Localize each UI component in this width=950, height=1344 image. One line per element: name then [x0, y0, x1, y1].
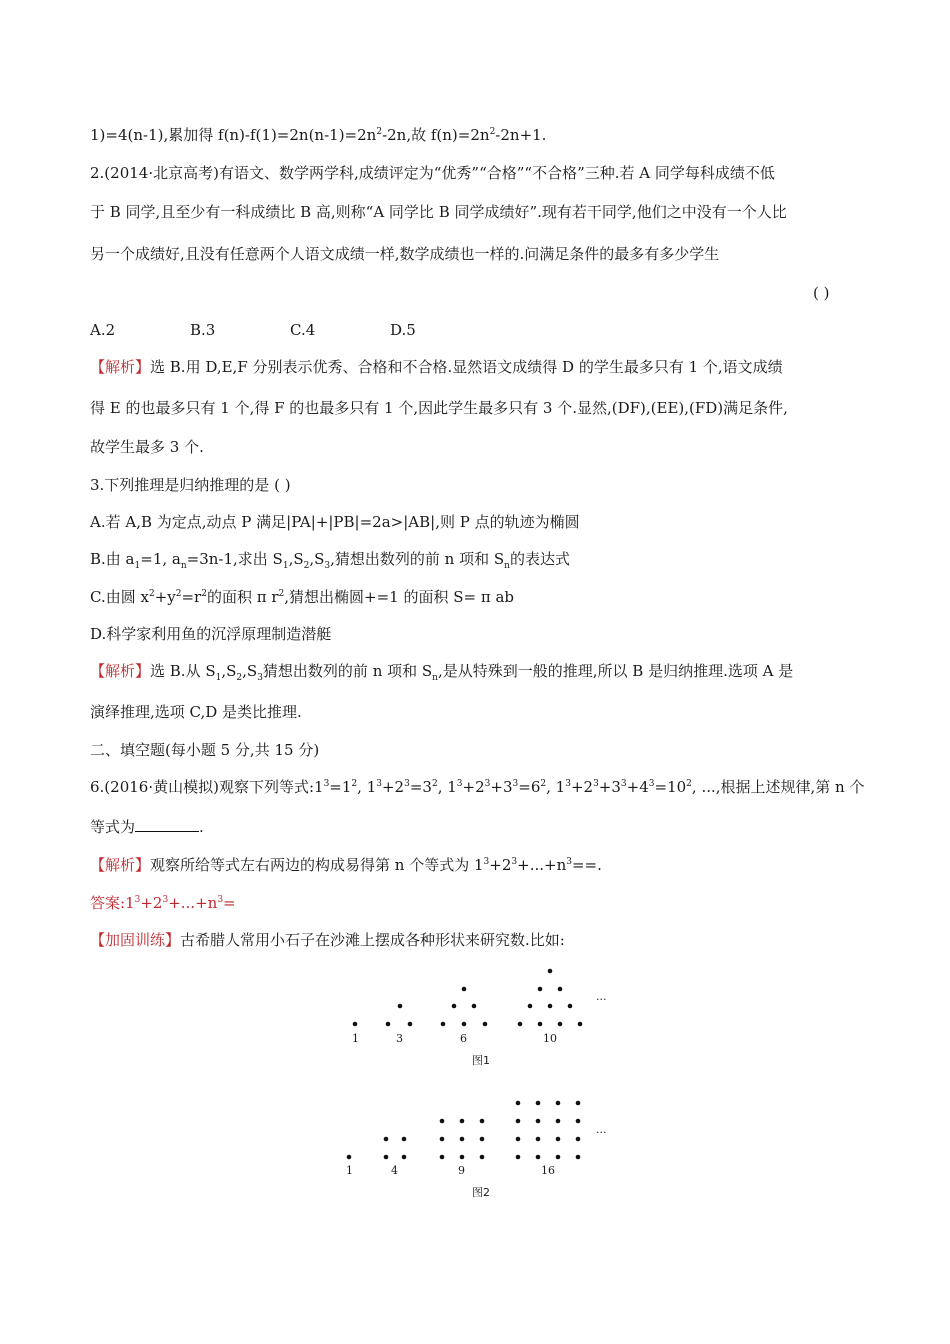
text: 观察所给等式左右两边的构成易得第 n 个等式为 1	[150, 856, 484, 874]
figure-1-label: 1	[352, 1032, 359, 1045]
jiexi-label: 【解析】	[90, 856, 151, 874]
text: 的面积 π r	[206, 588, 279, 606]
option-d: D.5	[390, 321, 416, 339]
dot	[353, 1022, 358, 1027]
dot	[538, 987, 543, 992]
text: +y	[154, 588, 176, 606]
text: 选 B.用 D,E,F 分别表示优秀、合格和不合格.显然语文成绩得 D 的学生最多只有 1 个,语文成绩	[150, 358, 783, 376]
figure-2-ellipsis: ...	[596, 1123, 607, 1136]
q6-line-1: 6.(2016·黄山模拟)观察下列等式$:1^3=1^2$, $1^3+2^3=3^2$, $1^3+2^3+3^3=6^2$, $1^3+2^3+3^3+4^3=10^2$, ...,根据上述规律,第 n 个	[90, 778, 865, 796]
section-heading: 二、填空题(每小题 5 分,共 15 分)	[90, 741, 320, 759]
dot	[556, 1101, 561, 1106]
dot	[462, 1022, 467, 1027]
text: -2n+1.	[495, 126, 547, 144]
text: 6.(2016·黄山模拟)观察下列等式:1	[90, 778, 324, 796]
q3-option-d: D.科学家利用鱼的沉浮原理制造潜艇	[90, 625, 332, 643]
dot	[576, 1119, 581, 1124]
jiexi-label: 【解析】	[90, 358, 151, 376]
sub: n	[180, 561, 187, 571]
dot	[384, 1155, 389, 1160]
solution-tail-line	[90, 125, 546, 145]
jiexi-label: 【解析】	[90, 662, 151, 680]
q3-option-a: A.若 A,B 为定点,动点 P 满足|PA|+|PB|=2a>|AB|,则 P 点的轨迹为椭圆	[90, 513, 580, 531]
dot	[538, 1022, 543, 1027]
q3-option-c: C.由圆 $x^2+y^2=r^2$的面积 π $r^2$,猜想出椭圆+=1 的面积 S= π ab	[90, 588, 515, 606]
dot	[440, 1155, 445, 1160]
sub: 1	[134, 561, 141, 571]
text: +2	[489, 856, 512, 874]
text: 古希腊人常用小石子在沙滩上摆成各种形状来研究数.比如:	[180, 931, 565, 949]
dot	[472, 1004, 477, 1009]
dot	[548, 1004, 553, 1009]
dot	[460, 1119, 465, 1124]
figure-2-caption: 图2	[472, 1186, 490, 1199]
dot	[576, 1101, 581, 1106]
text: 猜想出数列的前 n 项和 S	[262, 662, 433, 680]
text: .	[199, 818, 204, 836]
dot	[347, 1155, 352, 1160]
dot	[518, 1022, 523, 1027]
dot	[462, 987, 467, 992]
figure-1-ellipsis: ...	[596, 990, 607, 1003]
a2-line-2: 得 E 的也最多只有 1 个,得 F 的也最多只有 1 个,因此学生最多只有 3 个.显然,(DF),(EE),(FD)满足条件,	[90, 399, 788, 417]
dot	[440, 1137, 445, 1142]
a6-line: 【解析】观察所给等式左右两边的构成易得第 n 个等式为 $1^3+2^3+...+n^3==$.	[90, 856, 602, 874]
figure-1-label: 3	[396, 1032, 403, 1045]
dot	[536, 1101, 541, 1106]
text: ==.	[571, 856, 602, 874]
text: =1, a	[140, 550, 181, 568]
dot	[452, 1004, 457, 1009]
sup: 2	[376, 127, 383, 137]
text: +...+n	[517, 856, 567, 874]
dot	[516, 1137, 521, 1142]
text: =r	[181, 588, 202, 606]
answer-text: 1	[125, 894, 135, 912]
dot	[556, 1155, 561, 1160]
dot	[440, 1119, 445, 1124]
text: 的表达式	[509, 550, 570, 568]
text: ,猜想出椭圆+=1 的面积 S= π ab	[284, 588, 515, 606]
sup: 2	[489, 127, 496, 137]
figure-2-label: 16	[541, 1164, 555, 1177]
dot	[556, 1137, 561, 1142]
q2-line-1: 2.(2014·北京高考)有语文、数学两学科,成绩评定为“优秀”“合格”“不合格”三种.若 A 同学每科成绩不低	[90, 164, 775, 182]
dot	[576, 1155, 581, 1160]
dot	[384, 1137, 389, 1142]
dot	[480, 1137, 485, 1142]
dot	[576, 1137, 581, 1142]
text: , ...,根据上述规律,第 n 个	[691, 778, 865, 796]
jiagu-line	[90, 930, 565, 950]
figure-1-label: 10	[543, 1032, 557, 1045]
a2-line-3: 故学生最多 3 个.	[90, 438, 204, 456]
text: B.由 a	[90, 550, 135, 568]
dot	[516, 1155, 521, 1160]
dot	[536, 1119, 541, 1124]
text: =3n-1,求出 S	[186, 550, 283, 568]
dot	[402, 1155, 407, 1160]
dot	[480, 1155, 485, 1160]
a3-line-2: 演绎推理,选项 C,D 是类比推理.	[90, 703, 302, 721]
text: ,猜想出数列的前 n 项和 S	[330, 550, 505, 568]
dot	[528, 1004, 533, 1009]
dot	[408, 1022, 413, 1027]
dot	[558, 1022, 563, 1027]
dot	[556, 1119, 561, 1124]
dot	[402, 1137, 407, 1142]
dot	[386, 1022, 391, 1027]
dot	[548, 969, 553, 974]
a3-line-1: 【解析】选 B.从 $S_1,S_2,S_3$猜想出数列的前 n 项和 $S_n$,是从特殊到一般的推理,所以 B 是归纳推理.选项 A 是	[90, 662, 794, 683]
dot	[483, 1022, 488, 1027]
text: ,是从特殊到一般的推理,所以 B 是归纳推理.选项 A 是	[437, 662, 794, 680]
text: 选 B.从 S	[150, 662, 216, 680]
answer-paren: ( )	[813, 284, 830, 302]
figure-1-caption: 图1	[472, 1054, 490, 1067]
q2-line-3: 另一个成绩好,且没有任意两个人语文成绩一样,数学成绩也一样的.问满足条件的最多有多少学生	[90, 245, 720, 263]
q3-option-b: B.由 $a_1=1$, $a_n=3n-1$,求出 $S_1,S_2,S_3$,猜想出数列的前 n 项和 $S_n$的表达式	[90, 550, 570, 571]
q3-stem: 3.下列推理是归纳推理的是 ( )	[90, 476, 291, 494]
figure-1-triangular	[352, 969, 607, 1067]
text: C.由圆 x	[90, 588, 149, 606]
dot	[568, 1004, 573, 1009]
text: 等式为	[90, 818, 136, 836]
jiagu-label: 【加固训练】	[90, 931, 181, 949]
dot	[460, 1137, 465, 1142]
figure-2-label: 1	[346, 1164, 353, 1177]
answer-line: 答案$:1^3+2^3+...+n^3=$	[90, 894, 236, 912]
dot	[480, 1119, 485, 1124]
dot	[578, 1022, 583, 1027]
option-a: A.2	[90, 321, 116, 339]
dot	[398, 1004, 403, 1009]
dot	[558, 987, 563, 992]
dot	[441, 1022, 446, 1027]
q2-options	[90, 320, 416, 340]
figure-1-label: 6	[460, 1032, 467, 1045]
text: 1)=4(n-1),累加得 f(n)-f(1)=2n(n-1)=2n	[90, 126, 377, 144]
option-b: B.3	[190, 321, 216, 339]
text: -2n,故 f(n)=2n	[382, 126, 490, 144]
dot	[516, 1119, 521, 1124]
figure-2-square	[346, 1101, 607, 1199]
answer-blank	[135, 817, 199, 832]
option-c: C.4	[290, 321, 316, 339]
dot	[536, 1137, 541, 1142]
figure-2-label: 9	[458, 1164, 465, 1177]
q2-line-2: 于 B 同学,且至少有一科成绩比 B 高,则称“A 同学比 B 同学成绩好”.现有若干同学,他们之中没有一个人比	[90, 203, 787, 221]
answer-label: 答案:	[90, 894, 126, 912]
dot	[536, 1155, 541, 1160]
dot	[460, 1155, 465, 1160]
q6-line-2	[90, 817, 204, 837]
dot	[516, 1101, 521, 1106]
a2-line-1	[90, 357, 783, 377]
figure-2-label: 4	[391, 1164, 398, 1177]
